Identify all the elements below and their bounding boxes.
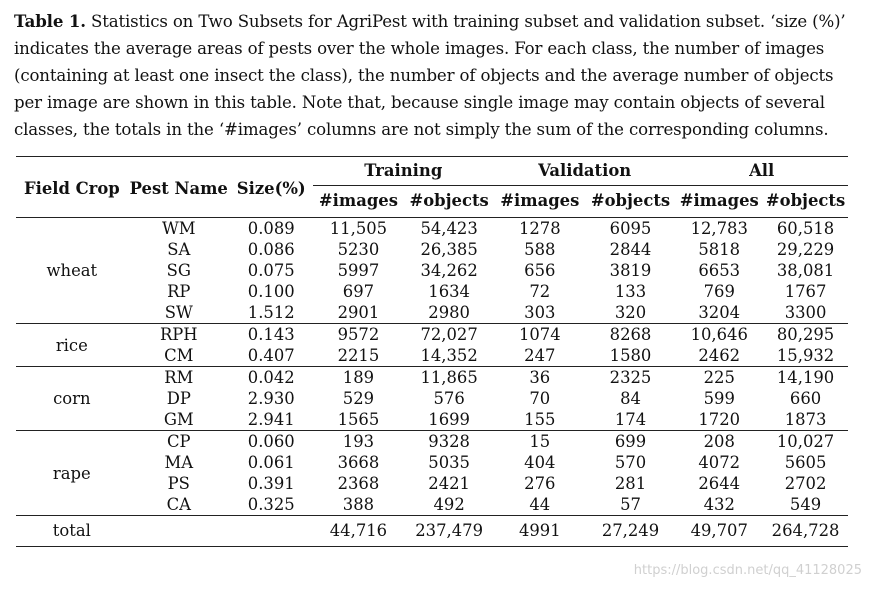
total-cell: 4991 (518, 521, 561, 540)
table-cell: 3300 (784, 303, 827, 322)
table-cell: 769 (703, 282, 735, 301)
field-crop-cell: corn (53, 389, 91, 408)
table-cell: 6653 (698, 261, 741, 280)
table-cell: 1074 (518, 325, 561, 344)
table-caption (14, 8, 859, 143)
table-cell: 570 (614, 453, 647, 472)
empty-cell (230, 516, 313, 547)
table-row (16, 431, 848, 453)
table-row (16, 473, 848, 494)
table-row (16, 239, 848, 260)
header-all-objects: #objects (765, 191, 846, 210)
table-cell: 2844 (609, 240, 652, 259)
table-cell: 660 (789, 389, 822, 408)
total-row (16, 516, 848, 547)
table-body (16, 218, 848, 547)
table-cell: 0.325 (247, 495, 295, 514)
table-row (16, 260, 848, 281)
table-cell: 2421 (428, 474, 470, 493)
table-cell: 492 (433, 495, 465, 514)
table-cell: 1720 (698, 410, 741, 429)
table-cell: 38,081 (776, 261, 835, 280)
table-row (16, 409, 848, 431)
table-cell: 10,646 (690, 325, 748, 344)
table-cell: 2215 (337, 346, 380, 365)
header-row-1 (16, 157, 848, 186)
table-cell: 133 (614, 282, 647, 301)
table-cell: 1.512 (247, 303, 295, 322)
table-cell: 656 (524, 261, 556, 280)
table-cell: 14,352 (420, 346, 478, 365)
header-training: Training (313, 157, 494, 186)
header-training-images: #images (318, 191, 398, 210)
table-cell: 54,423 (420, 219, 478, 238)
table-cell: 60,518 (776, 219, 835, 238)
table-cell: 2702 (784, 474, 827, 493)
table-row (16, 494, 848, 516)
table-row (16, 281, 848, 302)
table-cell: 1767 (784, 282, 827, 301)
table-row (16, 302, 848, 324)
field-crop-cell: rice (55, 335, 88, 355)
table-cell: 2644 (698, 474, 741, 493)
table-cell: 1580 (609, 346, 652, 365)
table-cell: 0.061 (247, 453, 295, 472)
table-cell: 388 (342, 495, 375, 514)
table-cell: 2.941 (247, 410, 295, 429)
header-all-images: #images (679, 191, 759, 210)
table-cell: 5997 (337, 261, 380, 280)
table-cell: 11,865 (420, 368, 478, 387)
statistics-table (16, 156, 848, 547)
table-cell: 2.930 (247, 389, 295, 408)
pest-name-cell: WM (161, 219, 196, 238)
table-cell: 6095 (609, 219, 652, 238)
pest-name-cell: RM (164, 368, 194, 387)
table-cell: 70 (529, 389, 551, 408)
table-cell: 404 (524, 453, 556, 472)
table-cell: 34,262 (420, 261, 478, 280)
table-cell: 2462 (698, 346, 741, 365)
header-field-crop: Field Crop (23, 178, 120, 198)
table-cell: 5818 (698, 240, 741, 259)
watermark-text: https://blog.csdn.net/qq_41128025 (633, 563, 862, 578)
table-cell: 599 (703, 389, 735, 408)
table-cell: 0.089 (247, 219, 295, 238)
table-cell: 0.391 (247, 474, 295, 493)
table-cell: 12,783 (690, 219, 748, 238)
table-cell: 3668 (337, 453, 380, 472)
table-cell: 2901 (337, 303, 380, 322)
table-cell: 4072 (698, 453, 741, 472)
table-cell: 44 (529, 495, 551, 514)
caption-text: Statistics on Two Subsets for AgriPest with training subset and validation subset. ‘size (%)’ indicates the average areas of pests over the whole images. For each class, the number of images (containing at least one insect the class), the number of objects and the average number of objects per image are shown in this table. Note that, because single image may contain objects of several classes, the totals in the ‘#images’ columns are not simply the sum of the corresponding columns. (14, 12, 846, 139)
total-label: total (52, 521, 91, 540)
table-cell: 57 (620, 495, 641, 514)
table-cell: 72 (529, 282, 551, 301)
table-cell: 0.143 (247, 325, 295, 344)
table-cell: 8268 (609, 325, 652, 344)
table-cell: 1873 (784, 410, 827, 429)
table-cell: 5605 (784, 453, 827, 472)
table-cell: 699 (614, 432, 647, 451)
table-cell: 1278 (518, 219, 561, 238)
table-cell: 320 (614, 303, 647, 322)
header-all: All (675, 157, 848, 186)
pest-name-cell: GM (163, 410, 194, 429)
table-row (16, 218, 848, 240)
table-cell: 189 (342, 368, 375, 387)
table-cell: 5035 (428, 453, 470, 472)
empty-cell (128, 516, 230, 547)
pest-name-cell: SW (164, 303, 193, 322)
table-cell: 549 (789, 495, 822, 514)
total-cell: 49,707 (690, 521, 748, 540)
table-cell: 15 (529, 432, 551, 451)
table-cell: 15,932 (776, 346, 835, 365)
table-cell: 697 (342, 282, 375, 301)
table-cell: 3204 (698, 303, 741, 322)
header-validation: Validation (494, 157, 675, 186)
header-validation-objects: #objects (590, 191, 671, 210)
table-row (16, 452, 848, 473)
header-training-objects: #objects (409, 191, 489, 210)
table-cell: 0.075 (247, 261, 295, 280)
table-cell: 276 (524, 474, 556, 493)
table-cell: 14,190 (776, 368, 835, 387)
table-cell: 174 (614, 410, 647, 429)
total-cell: 237,479 (415, 521, 484, 540)
table-cell: 84 (620, 389, 641, 408)
table-cell: 588 (524, 240, 556, 259)
table-cell: 0.100 (247, 282, 295, 301)
table-cell: 0.060 (247, 432, 295, 451)
table-cell: 2980 (428, 303, 470, 322)
table-row (16, 367, 848, 389)
table-cell: 9572 (337, 325, 380, 344)
table-cell: 1565 (337, 410, 380, 429)
table-cell: 2325 (609, 368, 652, 387)
pest-name-cell: CM (164, 346, 194, 365)
table-cell: 80,295 (776, 325, 835, 344)
table-cell: 247 (524, 346, 556, 365)
pest-name-cell: CP (166, 432, 191, 451)
table-row (16, 345, 848, 367)
table-cell: 303 (524, 303, 556, 322)
table-cell: 72,027 (420, 325, 478, 344)
table-cell: 5230 (337, 240, 380, 259)
field-crop-cell: wheat (46, 261, 98, 280)
table-cell: 0.042 (247, 368, 295, 387)
table-cell: 1634 (428, 282, 470, 301)
pest-name-cell: DP (166, 389, 191, 408)
total-cell: 44,716 (329, 521, 388, 540)
table-cell: 3819 (609, 261, 652, 280)
caption-label: Table 1. (14, 11, 86, 31)
table-cell: 208 (703, 432, 735, 451)
table-cell: 29,229 (776, 240, 835, 259)
table-cell: 155 (524, 410, 556, 429)
pest-name-cell: RPH (159, 325, 198, 344)
table-cell: 281 (614, 474, 647, 493)
header-validation-images: #images (500, 191, 580, 210)
header-pest-name: Pest Name (129, 178, 228, 198)
table-cell: 36 (529, 368, 551, 387)
table-cell: 10,027 (776, 432, 835, 451)
table-cell: 9328 (428, 432, 470, 451)
table-cell: 225 (703, 368, 735, 387)
table-cell: 193 (342, 432, 375, 451)
total-cell: 264,728 (771, 521, 840, 540)
pest-name-cell: MA (164, 453, 194, 472)
table-row (16, 388, 848, 409)
table-cell: 529 (342, 389, 375, 408)
pest-name-cell: RP (167, 282, 191, 301)
table-cell: 0.086 (247, 240, 295, 259)
pest-name-cell: PS (167, 474, 190, 493)
field-crop-cell: rape (52, 463, 91, 483)
table-cell: 0.407 (247, 346, 295, 365)
table-row (16, 324, 848, 346)
pest-name-cell: SA (167, 240, 191, 259)
pest-name-cell: CA (166, 495, 191, 514)
table-cell: 432 (703, 495, 735, 514)
header-size: Size(%) (236, 178, 306, 198)
table-cell: 1699 (428, 410, 470, 429)
table-cell: 26,385 (420, 240, 478, 259)
table-cell: 2368 (337, 474, 380, 493)
pest-name-cell: SG (166, 261, 191, 280)
table-cell: 11,505 (329, 219, 388, 238)
table-cell: 576 (433, 389, 465, 408)
total-cell: 27,249 (601, 521, 660, 540)
